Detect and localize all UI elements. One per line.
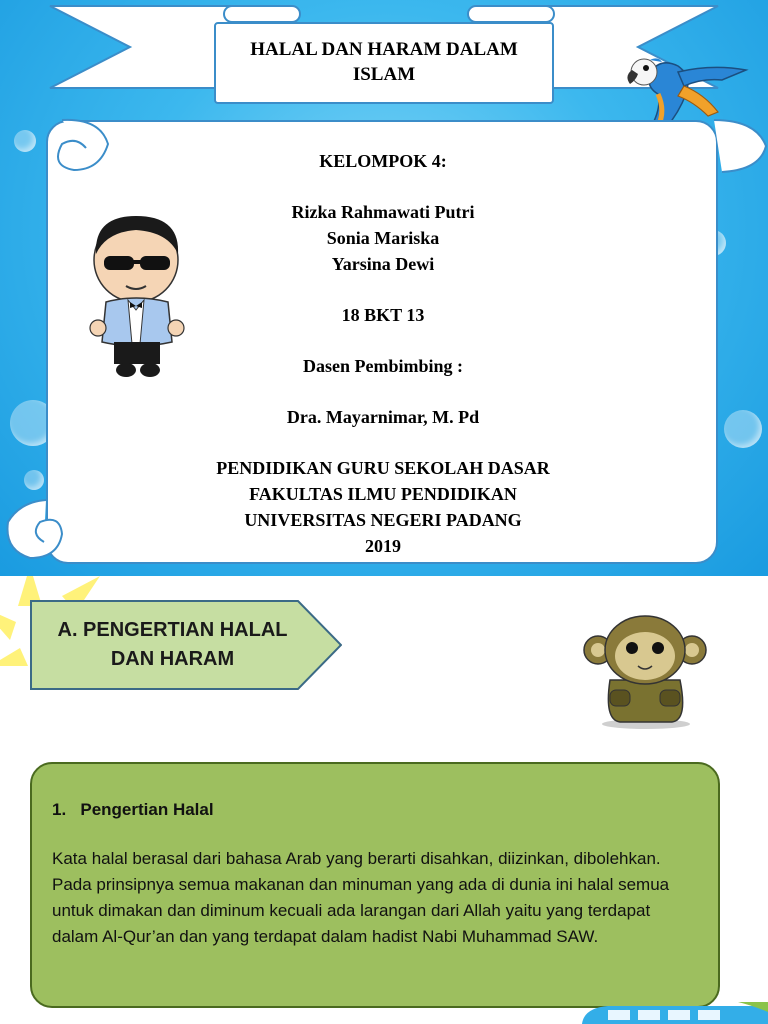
definition-box [30,762,720,1008]
supervisor-name: Dra. Mayarnimar, M. Pd [286,407,480,427]
university-name: UNIVERSITAS NEGERI PADANG [244,510,522,530]
supervisor-label: Dasen Pembimbing : [302,356,463,376]
subsection-title: Pengertian Halal [80,800,214,819]
slide-title: HALAL DAN HARAM DALAM ISLAM [214,22,554,104]
subsection-number: 1. [52,800,67,819]
section-heading [30,600,315,690]
class-code: 18 BKT 13 [341,305,425,325]
subsection-heading [52,800,696,820]
corner-decoration [578,1002,768,1024]
monkey-illustration [580,610,710,730]
scroll-content [150,148,616,559]
group-label: KELOMPOK 4: [319,151,447,171]
definition-paragraph: Kata halal berasal dari bahasa Arab yang berarti disahkan, diizinkan, dibolehkan. Pada prinsipnya semua makanan dan minuman yang ada di dunia ini halal semua untuk dimakan dan diminum kecuali ada larangan dari Allah yaitu yang terdapat dalam Al-Qur’an dan yang terdapat dalam hadist Nabi Muhammad SAW. [52,849,670,946]
year: 2019 [365,536,401,556]
section-heading-line: A. PENGERTIAN HALAL [57,619,288,641]
content-slide [0,576,768,1024]
program-name: PENDIDIKAN GURU SEKOLAH DASAR [216,458,550,478]
member-name: Yarsina Dewi [331,254,435,274]
section-heading-line: DAN HARAM [110,648,235,670]
member-name: Rizka Rahmawati Putri [291,202,475,222]
member-name: Sonia Mariska [326,228,440,248]
faculty-name: FAKULTAS ILMU PENDIDIKAN [249,484,517,504]
